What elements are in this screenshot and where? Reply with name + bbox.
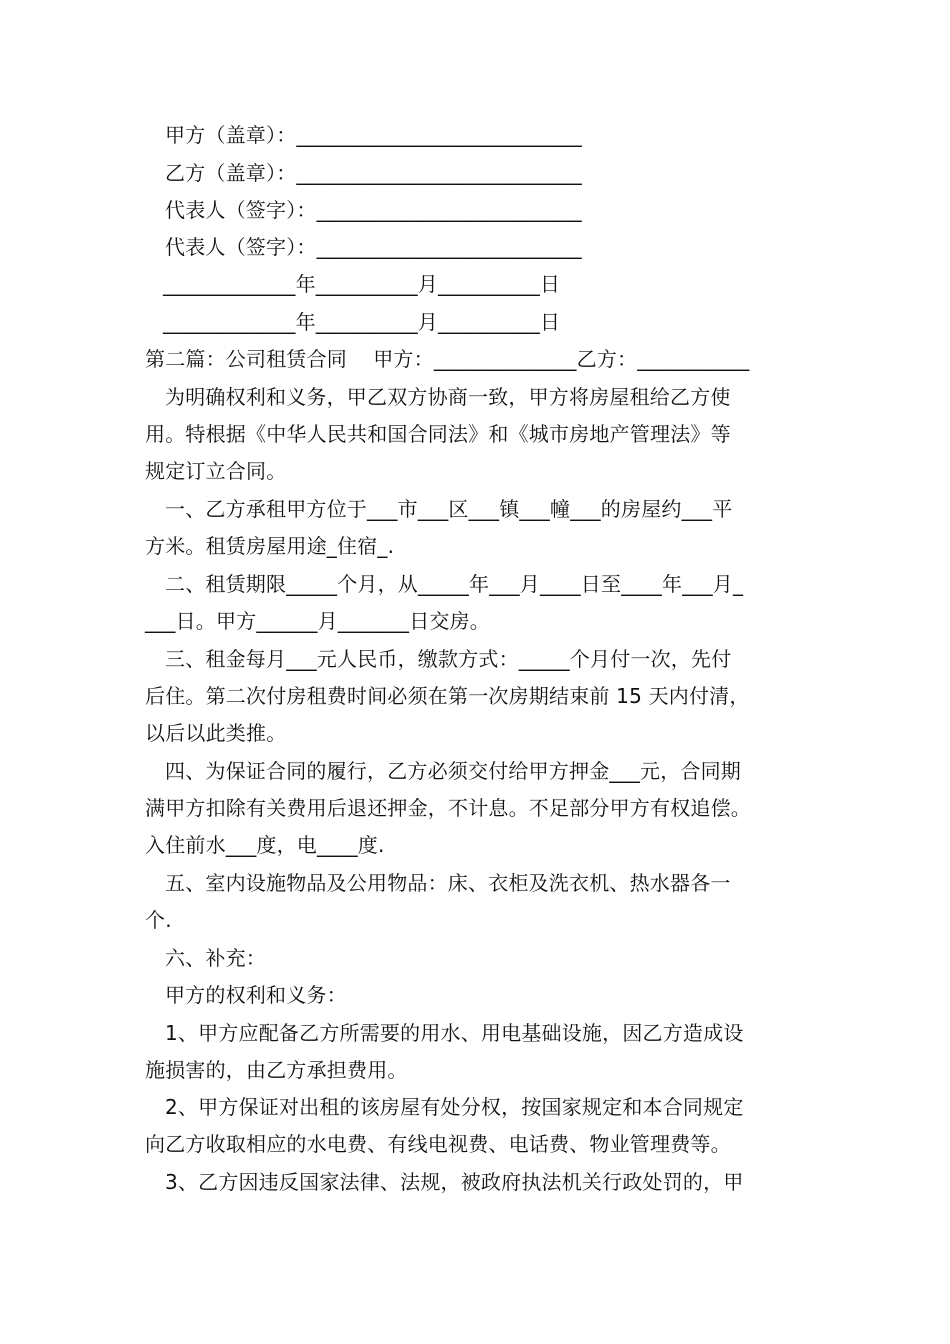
clause-2-line-2: ___日。甲方______月_______日交房。 xyxy=(145,609,490,633)
preamble-line-3: 规定订立合同。 xyxy=(145,459,287,483)
date-line-1: _____________年__________月__________日 xyxy=(163,272,561,296)
party-b-seal-line: 乙方（盖章）：____________________________ xyxy=(165,161,582,185)
representative-sign-line-2: 代表人（签字）：__________________________ xyxy=(165,235,582,259)
clause-6-heading: 六、补充： xyxy=(165,946,266,970)
preamble-line-1: 为明确权利和义务，甲乙双方协商一致，甲方将房屋租给乙方使 xyxy=(165,385,731,409)
section-title: 第二篇：公司租赁合同 甲方：______________乙方：___________ xyxy=(145,347,750,371)
clause-1-line-2: 方米。租赁房屋用途_住宿_. xyxy=(145,534,395,558)
clause-4-line-2: 满甲方扣除有关费用后退还押金，不计息。不足部分甲方有权追偿。 xyxy=(145,796,751,820)
item-1-line-1: 1、甲方应配备乙方所需要的用水、用电基础设施，因乙方造成设 xyxy=(165,1021,744,1045)
item-2-line-2: 向乙方收取相应的水电费、有线电视费、电话费、物业管理费等。 xyxy=(145,1132,731,1156)
clause-5-line-1: 五、室内设施物品及公用物品：床、衣柜及洗衣机、热水器各一 xyxy=(165,871,731,895)
clause-1-line-1: 一、乙方承租甲方位于___市___区___镇___幢___的房屋约___平 xyxy=(165,497,733,521)
date-line-2: _____________年__________月__________日 xyxy=(163,310,561,334)
party-a-seal-line: 甲方（盖章）：____________________________ xyxy=(165,123,582,147)
preamble-line-2: 用。特根据《中华人民共和国合同法》和《城市房地产管理法》等 xyxy=(145,422,731,446)
item-1-line-2: 施损害的，由乙方承担费用。 xyxy=(145,1058,408,1082)
clause-3-line-1: 三、租金每月___元人民币，缴款方式：_____个月付一次，先付 xyxy=(165,647,732,671)
item-3-line-1: 3、乙方因违反国家法律、法规，被政府执法机关行政处罚的，甲 xyxy=(165,1170,744,1194)
clause-2-line-1: 二、租赁期限_____个月，从_____年___月____日至____年___月_ xyxy=(165,572,744,596)
clause-3-line-2: 后住。第二次付房租费时间必须在第一次房期结束前 15 天内付清， xyxy=(145,684,750,708)
item-2-line-1: 2、甲方保证对出租的该房屋有处分权，按国家规定和本合同规定 xyxy=(165,1095,744,1119)
clause-4-line-1: 四、为保证合同的履行，乙方必须交付给甲方押金___元，合同期 xyxy=(165,759,741,783)
clause-5-line-2: 个. xyxy=(145,908,172,932)
clause-4-line-3: 入住前水___度，电____度. xyxy=(145,833,385,857)
representative-sign-line-1: 代表人（签字）：__________________________ xyxy=(165,198,582,222)
clause-3-line-3: 以后以此类推。 xyxy=(145,721,287,745)
party-a-rights-heading: 甲方的权利和义务： xyxy=(165,983,347,1007)
